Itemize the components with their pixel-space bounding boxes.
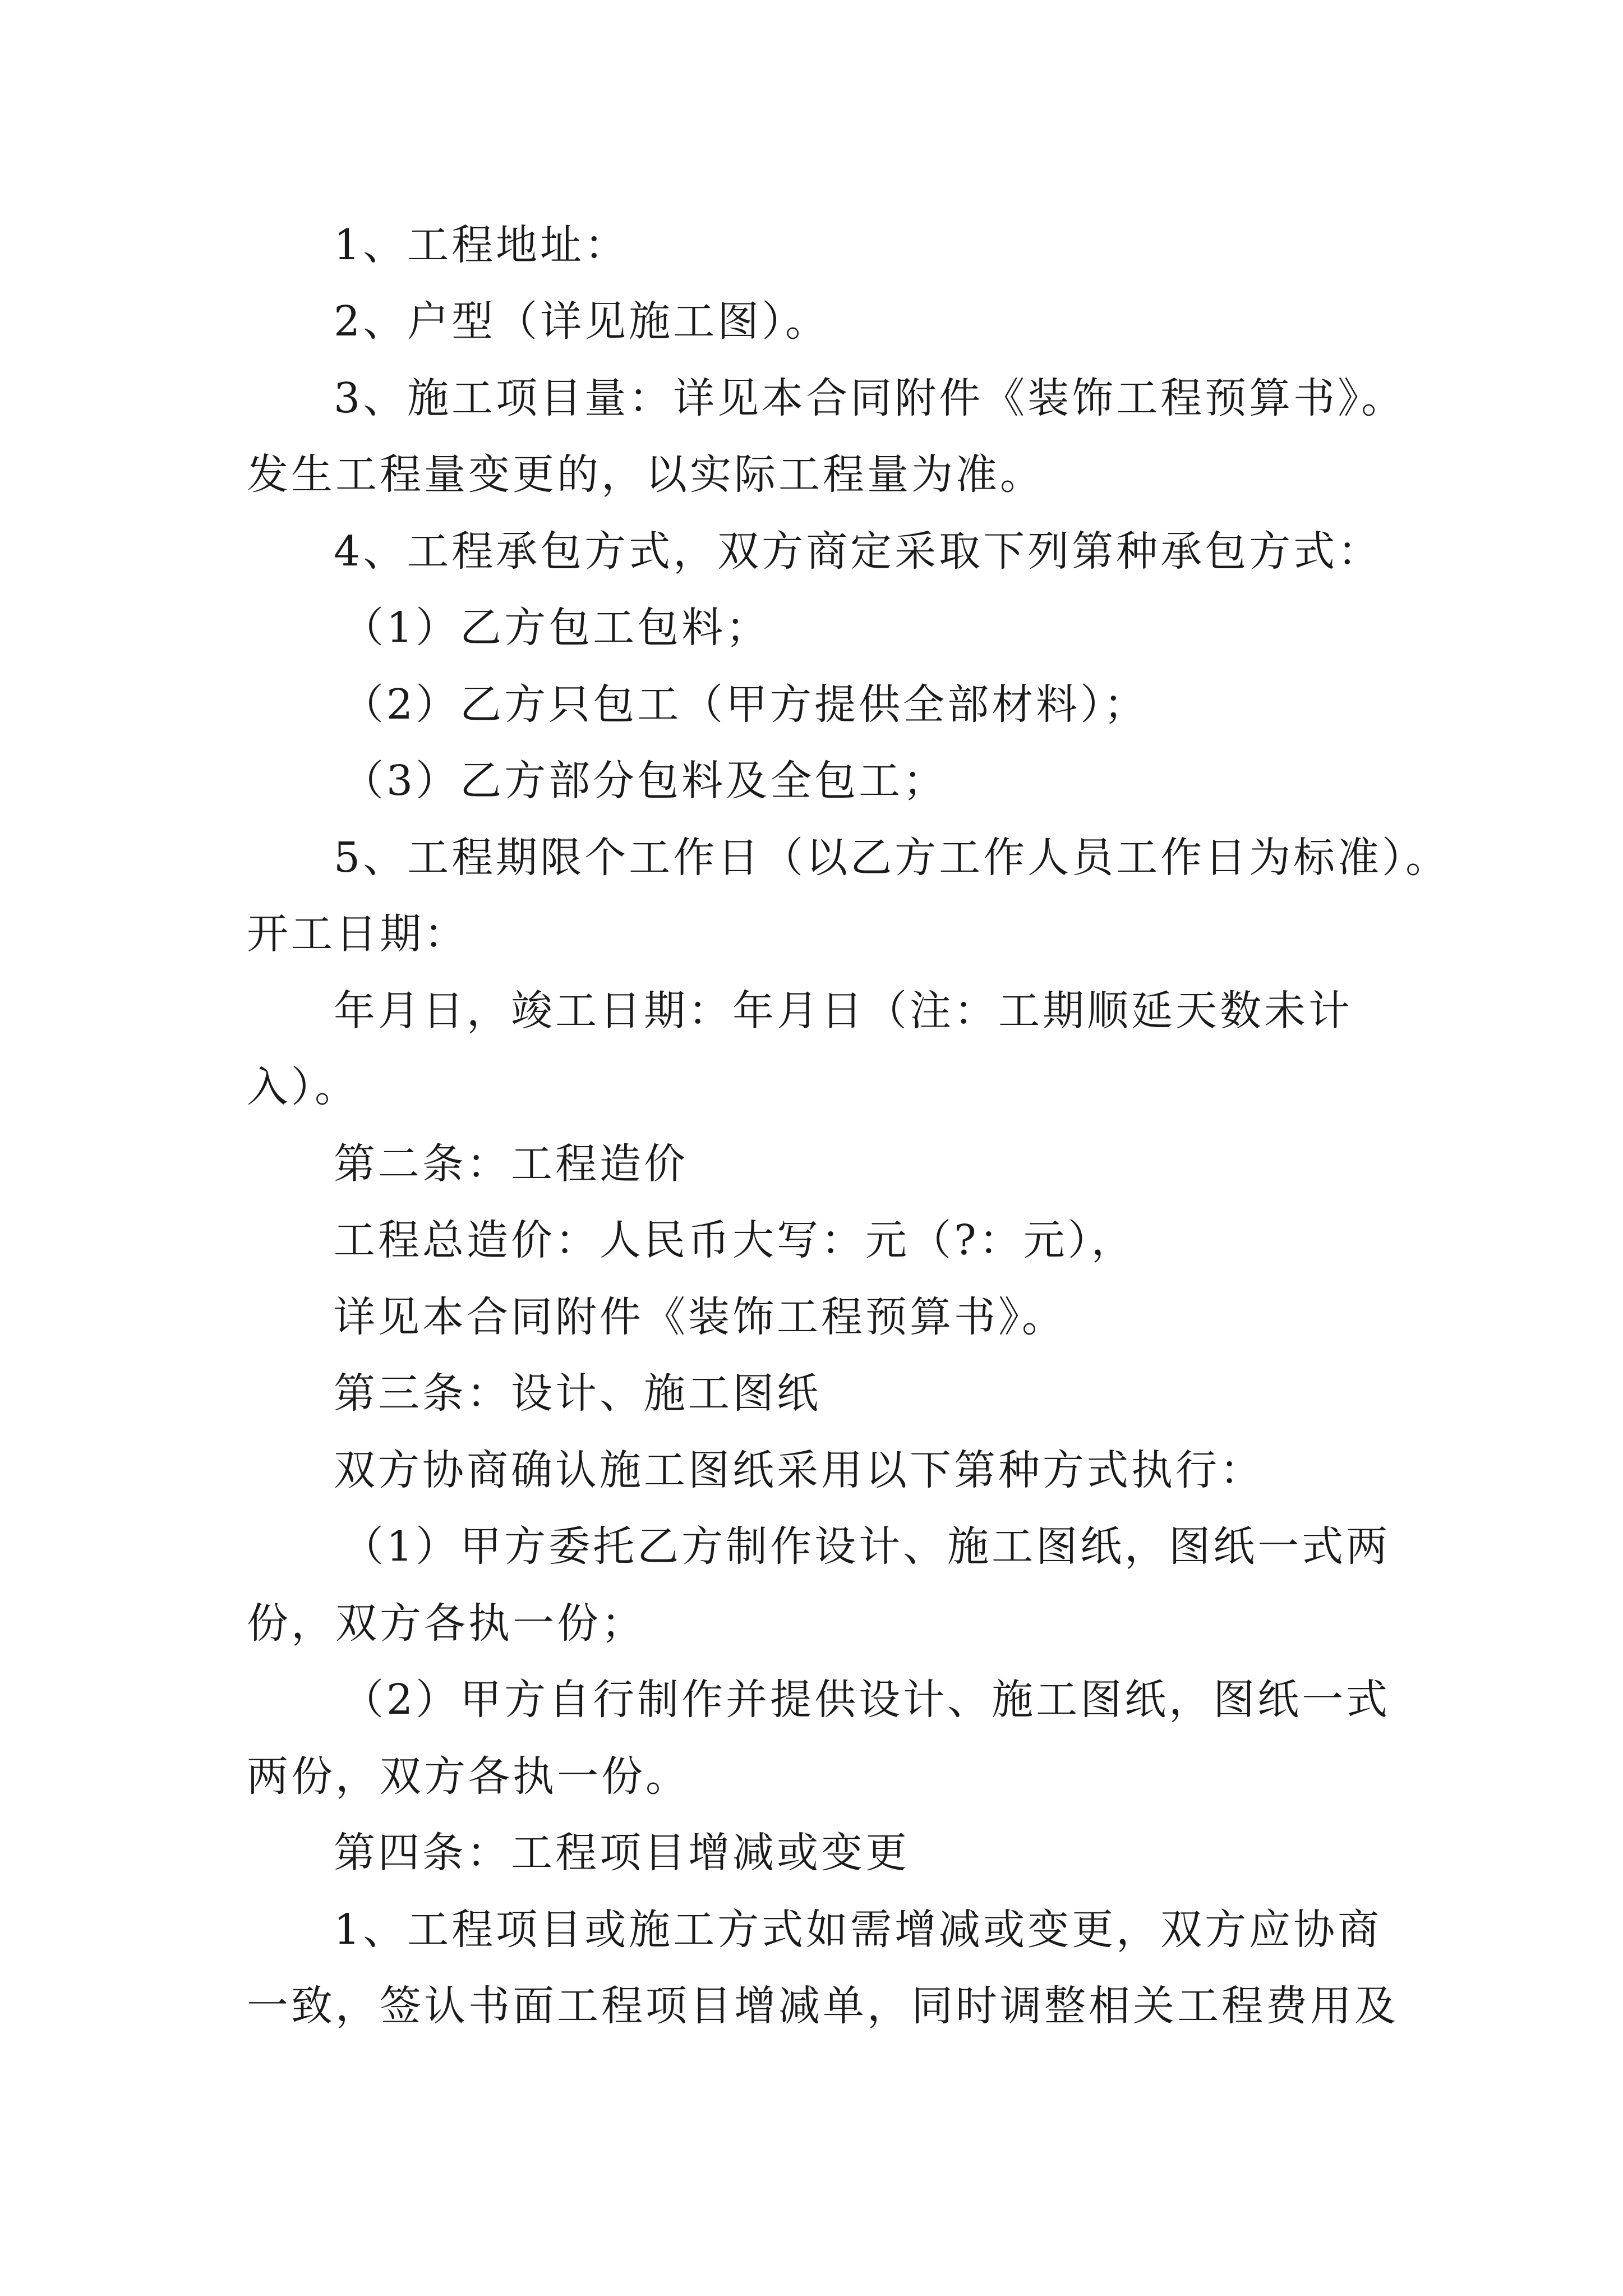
article-heading: 第四条：工程项目增减或变更	[334, 1829, 910, 1877]
clause-line: 两份，双方各执一份。	[247, 1752, 690, 1801]
clause-line: 份，双方各执一份；	[247, 1599, 645, 1648]
option-line: （2）甲方自行制作并提供设计、施工图纸，图纸一式	[342, 1676, 1391, 1724]
clause-line: 5、工程期限个工作日（以乙方工作人员工作日为标准）。	[334, 834, 1450, 882]
clause-line: 3、施工项目量：详见本合同附件《装饰工程预算书》。	[334, 374, 1406, 422]
article-heading: 第三条：设计、施工图纸	[334, 1369, 821, 1418]
article-heading: 第二条：工程造价	[334, 1140, 688, 1188]
clause-line: 年月日，竣工日期：年月日（注：工期顺延天数未计	[334, 987, 1353, 1035]
option-line: （1）甲方委托乙方制作设计、施工图纸，图纸一式两	[342, 1522, 1391, 1571]
clause-line: 详见本合同附件《装饰工程预算书》。	[334, 1293, 1066, 1341]
clause-line: 入）。	[247, 1063, 359, 1111]
option-line: （1）乙方包工包料；	[342, 604, 771, 652]
clause-line: 开工日期：	[247, 910, 468, 958]
option-line: （2）乙方只包工（甲方提供全部材料）；	[342, 680, 1149, 729]
clause-line: 发生工程量变更的，以实际工程量为准。	[247, 450, 1044, 499]
clause-line: 1、工程地址：	[334, 221, 629, 269]
clause-line: 工程总造价：人民币大写：元（?：元），	[334, 1216, 1136, 1264]
clause-line: 4、工程承包方式，双方商定采取下列第种承包方式：	[334, 527, 1382, 576]
clause-line: 2、户型（详见施工图）。	[334, 297, 830, 346]
clause-line: 双方协商确认施工图纸采用以下第种方式执行：	[334, 1446, 1264, 1494]
clause-line: 1、工程项目或施工方式如需增减或变更，双方应协商	[334, 1906, 1382, 1954]
clause-line: 一致，签认书面工程项目增减单，同时调整相关工程费用及	[247, 1982, 1399, 2030]
option-line: （3）乙方部分包料及全包工；	[342, 757, 948, 805]
